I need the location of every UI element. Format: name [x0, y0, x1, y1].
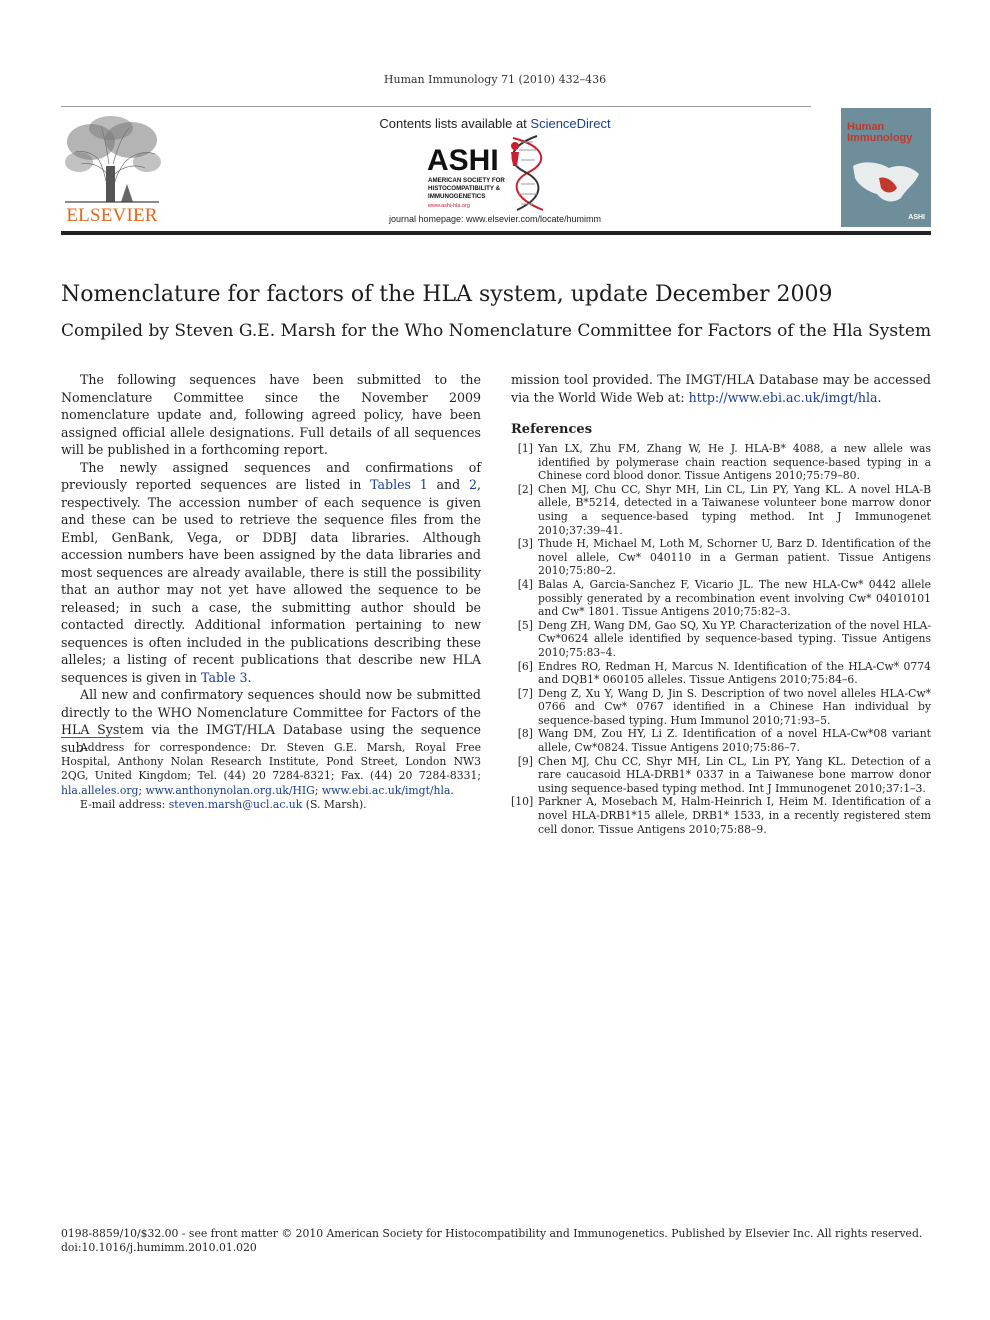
reference-item[interactable]	[511, 795, 931, 836]
reference-item[interactable]	[511, 442, 931, 483]
reference-number: [8]	[517, 727, 533, 741]
contents-line	[330, 116, 660, 131]
reference-item[interactable]	[511, 483, 931, 537]
p2-text-a: The newly assigned sequences and confirmations of previously reported sequences are listed in	[61, 459, 481, 492]
reference-item[interactable]	[511, 660, 931, 687]
address-text-d: .	[450, 783, 454, 797]
reference-number: [6]	[517, 659, 533, 673]
reference-number: [9]	[517, 754, 533, 768]
anthonynolan-link[interactable]: www.anthonynolan.org.uk/HIG	[145, 783, 315, 797]
email-suffix: (S. Marsh).	[302, 797, 367, 811]
reference-number: [5]	[517, 618, 533, 632]
cover-title	[847, 122, 912, 144]
cover-map-image	[849, 158, 925, 208]
reference-item[interactable]	[511, 619, 931, 660]
ashi-subtitle-2: HISTOCOMPATIBILITY &	[428, 185, 501, 192]
references-list	[511, 442, 931, 836]
reference-item[interactable]	[511, 687, 931, 728]
address-text-a: Address for correspondence: Dr. Steven G.E. Marsh, Royal Free Hospital, Anthony Nolan Research Institute, Pond Street, London NW3 2QG, United Kingdom; Tel. (44) 20 7284-8321; Fax. (44) 20 7284-8331;	[61, 741, 481, 783]
email-line	[61, 798, 481, 812]
reference-number: [2]	[517, 482, 533, 496]
reference-item[interactable]	[511, 537, 931, 578]
ashi-subtitle-1: AMERICAN SOCIETY FOR	[428, 177, 505, 184]
page-footer	[61, 1227, 931, 1255]
footnote-rule	[61, 737, 121, 738]
ashi-url: www.ashi-hla.org	[428, 203, 470, 209]
header-thick-rule	[61, 231, 931, 235]
correspondence-address	[61, 741, 481, 798]
reference-text: Balas A, Garcia-Sanchez F, Vicario JL. The new HLA-Cw* 0442 allele possibly generated by a recombination event involving Cw* 04010101 and Cw* 1801. Tissue Antigens 2010;75:82–3.	[538, 577, 931, 619]
reference-text: Chen MJ, Chu CC, Shyr MH, Lin CL, Lin PY, Yang KL. Detection of a rare caucasoid HLA-DRB1* 0337 in a Taiwanese bone marrow donor using sequence-based typing method. Int J Immunogenet 2010;37:1–3.	[538, 754, 931, 795]
table-3-link[interactable]: Table 3	[201, 669, 248, 685]
journal-cover	[841, 108, 931, 227]
references-heading: References	[511, 422, 593, 437]
reference-item[interactable]	[511, 578, 931, 619]
reference-number: [3]	[517, 537, 533, 551]
table-2-link[interactable]: 2	[469, 477, 478, 492]
cover-title-line2: Immunology	[847, 132, 913, 144]
header-rule	[61, 106, 811, 107]
address-text-b: ;	[138, 783, 146, 797]
tables-1-link[interactable]: Tables 1	[370, 477, 428, 492]
reference-number: [7]	[517, 686, 533, 700]
body-paragraph-3-continued	[511, 371, 931, 406]
email-label: E-mail address:	[80, 797, 169, 811]
elsevier-wordmark: ELSEVIER	[66, 205, 158, 226]
p2-text-d: .	[247, 669, 252, 685]
reference-text: Endres RO, Redman H, Marcus N. Identification of the HLA-Cw* 0774 and DQB1* 060105 alleles. Tissue Antigens 2010;75:84–6.	[538, 659, 931, 687]
body-paragraph-3: All new and confirmatory sequences should now be submitted directly to the WHO Nomenclature Committee for Factors of the HLA System via the IMGT/HLA Database using the sequence sub-	[61, 687, 481, 755]
reference-text: Deng Z, Xu Y, Wang D, Jin S. Description of two novel alleles HLA-Cw* 0766 and Cw* 0767 identified in a Chinese Han individual by sequence-based typing. Hum Immunol 2010;71:93–5.	[538, 686, 931, 727]
ashi-logo	[425, 132, 565, 214]
reference-text: Deng ZH, Wang DM, Gao SQ, Xu YP. Characterization of the novel HLA-Cw*0624 allele identified by sequence-based typing. Tissue Antigens 2010;75:83–4.	[538, 618, 931, 659]
left-column	[61, 371, 481, 756]
reference-item[interactable]	[511, 755, 931, 796]
article-title: Nomenclature for factors of the HLA system, update December 2009	[61, 282, 833, 307]
reference-text: Wang DM, Zou HY, Li Z. Identification of a novel HLA-Cw*08 variant allele, Cw*0824. Tissue Antigens 2010;75:86–7.	[538, 727, 931, 755]
reference-number: [4]	[517, 577, 533, 591]
dna-helix-icon	[511, 136, 543, 210]
cover-brand: ASHI	[908, 214, 925, 221]
imgt-hla-url-link[interactable]: http://www.ebi.ac.uk/imgt/hla	[688, 389, 878, 405]
p3-cont-text-a: mission tool provided. The IMGT/HLA Database may be accessed via the World Wide Web at:	[511, 372, 931, 405]
p2-text-c: , respectively. The accession number of each sequence is given and these can be used to retrieve the sequence files from the Embl, GenBank, Vega, or DDBJ data libraries. Although accession numbers have been assigned by the data libraries and most sequences are already available, there is still the possibility that an author may not yet have allowed the sequence to be released; in such a case, the submitting author should be contacted directly. Additional information pertaining to new sequences is often included in the publications describing these alleles; a listing of recent publications that describe new HLA sequences is given in	[61, 477, 482, 685]
reference-text: Parkner A, Mosebach M, Halm-Heinrich I, Heim M. Identification of a novel HLA-DRB1*15 allele, DRB1* 1533, in a recently registered stem cell donor. Tissue Antigens 2010;75:88–9.	[538, 795, 931, 836]
reference-text: Thude H, Michael M, Loth M, Schorner U, Barz D. Identification of the novel allele, Cw* 040110 in a German patient. Tissue Antigens 2010;75:80–2.	[538, 537, 931, 578]
article-authors: Compiled by Steven G.E. Marsh for the Who Nomenclature Committee for Factors of the Hla System	[61, 321, 932, 341]
cover-title-line1: Human	[847, 121, 885, 133]
ashi-subtitle-3: IMMUNOGENETICS	[428, 193, 486, 200]
right-column	[511, 371, 931, 836]
p2-text-b: and	[427, 477, 469, 492]
email-link[interactable]: steven.marsh@ucl.ac.uk	[168, 797, 303, 811]
contents-prefix: Contents lists available at	[379, 116, 531, 131]
address-text-c: ;	[314, 783, 322, 797]
reference-text: Chen MJ, Chu CC, Shyr MH, Lin CL, Lin PY, Yang KL. A novel HLA-B allele, B*5214, detected in a Taiwanese volunteer bone marrow donor using a sequence-based typing method. Int J Immunogenet 2010;37:39–41.	[538, 482, 931, 537]
hla-alleles-link[interactable]: hla.alleles.org	[61, 783, 139, 797]
copyright-line: 0198-8859/10/$32.00 - see front matter © 2010 American Society for Histocompatibility and Immunogenetics. Published by Elsevier Inc. All rights reserved.	[61, 1227, 923, 1240]
journal-homepage: journal homepage: www.elsevier.com/locate/humimm	[388, 214, 602, 224]
sciencedirect-link[interactable]: ScienceDirect	[530, 116, 611, 131]
ashi-wordmark: ASHI	[427, 144, 499, 177]
body-paragraph-1: The following sequences have been submitted to the Nomenclature Committee since the November 2009 nomenclature update and, following agreed policy, have been assigned official allele designations. Full details of all sequences will be published in a forthcoming report.	[61, 372, 481, 457]
journal-citation: Human Immunology 71 (2010) 432–436	[383, 73, 607, 86]
reference-text: Yan LX, Zhu FM, Zhang W, He J. HLA-B* 4088, a new allele was identified by polymerase chain reaction sequence-based typing in a Chinese cord blood donor. Tissue Antigens 2010;75:79–80.	[538, 442, 931, 483]
reference-number: [10]	[511, 795, 534, 809]
doi-line: doi:10.1016/j.humimm.2010.01.020	[61, 1241, 257, 1254]
reference-number: [1]	[517, 442, 533, 455]
body-paragraph-2	[61, 459, 481, 687]
p3-cont-text-b: .	[877, 389, 882, 405]
ebi-imgt-link[interactable]: www.ebi.ac.uk/imgt/hla	[321, 783, 451, 797]
footnotes	[61, 741, 481, 812]
reference-item[interactable]	[511, 727, 931, 754]
